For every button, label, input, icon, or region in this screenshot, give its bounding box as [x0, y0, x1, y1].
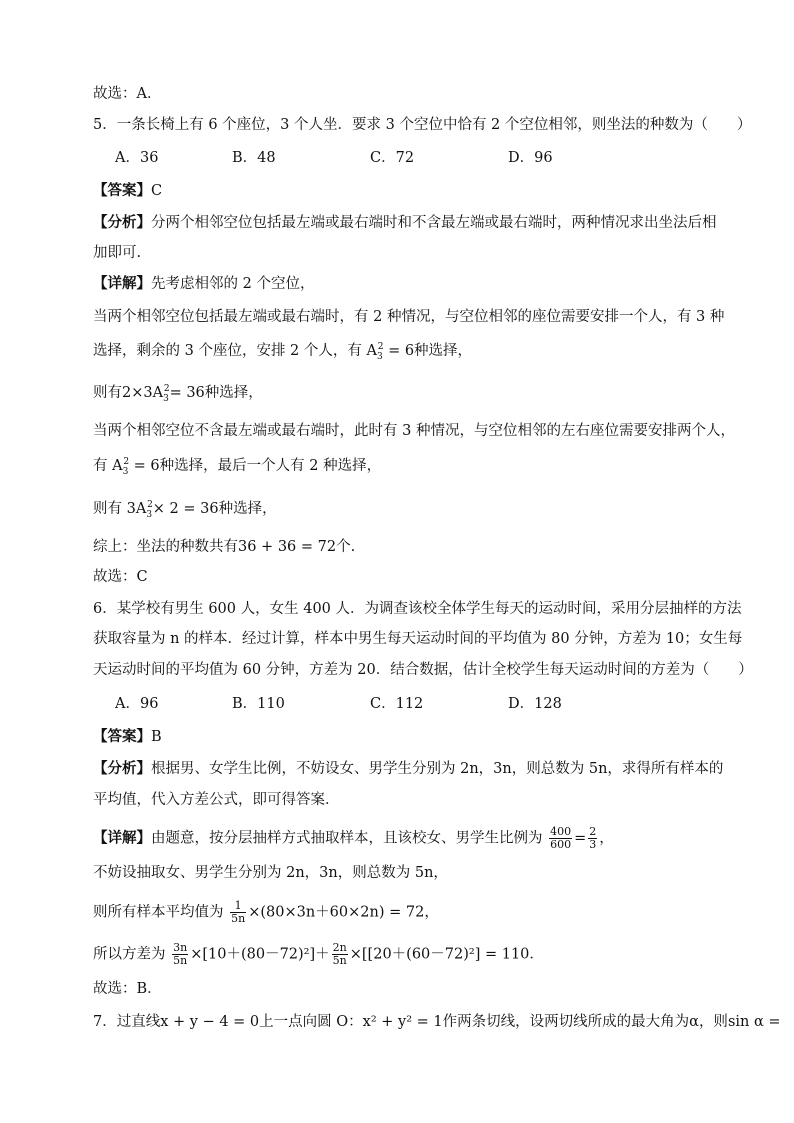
- circle-equation: x² + y² = 1: [362, 1014, 443, 1030]
- q5-option-c: C．72: [370, 150, 415, 166]
- text: 则有: [93, 385, 122, 401]
- mean-formula: ×(80×3n＋60×2n) = 72，: [248, 904, 439, 921]
- answer-tag: 【答案】: [93, 182, 151, 199]
- math-eq2b: = 36: [169, 385, 205, 401]
- q6-option-c: C．112: [370, 696, 424, 712]
- text: 种选择，: [204, 385, 263, 401]
- q6-analysis-line-1: [93, 759, 723, 779]
- text: 则所有样本平均值为: [93, 904, 224, 921]
- q5-option-b: B．48: [232, 150, 276, 166]
- math-eq3: = 6: [133, 458, 160, 474]
- analysis-text: 根据男、女学生比例，不妨设女、男学生分别为 2n，3n，则总数为 5n，求得所有样本的: [151, 761, 724, 777]
- math-eq4: 3: [126, 501, 136, 517]
- q6-stem-line-3: 天运动时间的平均值为 60 分钟，方差为 20．结合数据，估计全校学生每天运动时间的方差为（ ）: [93, 662, 753, 678]
- q5-detail-line-3: [93, 341, 472, 361]
- detail-text: 由题意，按分层抽样方式抽取样本，且该校女、男学生比例为: [151, 830, 543, 847]
- q4-answer-line: 故选：A．: [93, 86, 162, 102]
- q6-option-d: D．128: [508, 696, 562, 712]
- q6-analysis-line-2: 平均值，代入方差公式，即可得答案．: [93, 792, 340, 808]
- q6-option-a: A．96: [115, 696, 159, 712]
- detail-text: 先考虑相邻的 2 个空位，: [151, 276, 315, 292]
- fraction-2-3: $\frac{2}{3}$: [589, 825, 597, 851]
- q6-stem-line-2: 获取容量为 n 的样本．经过计算，样本中男生每天运动时间的平均值为 80 分钟，方差为 10；女生每: [93, 631, 743, 647]
- text: 个.: [336, 539, 356, 555]
- variance-part-2: ×[[20＋(60－72)²] = 110．: [349, 946, 544, 963]
- text: 则有: [93, 501, 122, 517]
- alpha-symbol: α: [689, 1014, 699, 1030]
- q5-analysis-line-1: [93, 213, 717, 233]
- text: 有: [93, 458, 108, 474]
- q5-detail-line-6: [93, 456, 381, 476]
- text: 综上：坐法的种数共有: [93, 539, 238, 555]
- fraction-2n-5n: $\frac{2n}{5n}$: [332, 941, 347, 967]
- q5-detail-line-4: [93, 383, 263, 403]
- sin-alpha: sin α =: [727, 1014, 781, 1030]
- text: 选择，剩余的 3 个座位，安排 2 个人，有: [93, 343, 362, 359]
- q5-detail-line-5: 当两个相邻空位不含最左端或最右端时，此时有 3 种情况，与空位相邻的左右座位需要安排两个人，: [93, 423, 735, 439]
- analysis-text: 分两个相邻空位包括最左端或最右端时和不含最左端或最右端时，两种情况求出坐法后相: [151, 215, 717, 231]
- variance-part-1: ×[10＋(80－72)²]＋: [190, 946, 330, 963]
- permutation-a32: $A_3^2$: [366, 342, 384, 362]
- q6-final: 故选：B．: [93, 981, 162, 997]
- q7-stem: 7．过直线x + y − 4 = 0上一点向圆 O：x² + y² = 1作两条切线，设两切线所成的最大角为α，则sin α =: [93, 1014, 781, 1030]
- q5-detail-line-2: 当两个相邻空位包括最左端或最右端时，有 2 种情况，与空位相邻的座位需要安排一个人，有 3 种: [93, 309, 725, 325]
- q5-option-a: A．36: [115, 150, 159, 166]
- q5-detail-line-8: [93, 537, 355, 557]
- q6-detail-line-2: 不妨设抽取女、男学生分别为 2n，3n，则总数为 5n，: [93, 865, 448, 881]
- math-eq2: 2×3: [122, 385, 153, 401]
- q5-option-d: D．96: [508, 150, 553, 166]
- permutation-a32: $A_3^2$: [135, 500, 153, 520]
- q6-stem-line-1: 6．某学校有男生 600 人，女生 400 人．为调查该校全体学生每天的运动时间，采用分层抽样的方法: [93, 601, 742, 617]
- permutation-a32: $A_3^2$: [112, 457, 130, 477]
- permutation-a32: $A_3^2$: [152, 384, 170, 404]
- line-equation: x + y − 4 = 0: [160, 1014, 260, 1030]
- detail-tag: 【详解】: [93, 829, 151, 847]
- q5-stem: 5．一条长椅上有 6 个座位，3 个人坐．要求 3 个空位中恰有 2 个空位相邻，则坐法的种数为（ ）: [93, 117, 752, 133]
- text: 所以方差为: [93, 946, 166, 963]
- q6-detail-line-4: [93, 942, 544, 967]
- math-eq4b: × 2 = 36: [152, 501, 219, 517]
- q5-answer: [93, 181, 162, 201]
- q6-detail-line-1: 【详解】由题意，按分层抽样方式抽取样本，且该校女、男学生比例为 $\frac{400}{600}$ = $\frac{2}{3}$ ，: [93, 825, 614, 851]
- q5-final: 故选：C: [93, 569, 148, 585]
- detail-tag: 【详解】: [93, 275, 151, 292]
- q5-detail-line-1: [93, 274, 314, 294]
- text: 种选择，: [414, 343, 473, 359]
- fraction-3n-5n: $\frac{3n}{5n}$: [173, 941, 188, 967]
- math-eq5: 36 + 36 = 72: [238, 539, 337, 555]
- q5-detail-line-7: [93, 499, 277, 519]
- q6-answer: [93, 727, 162, 747]
- text: 种选择，最后一个人有 2 种选择，: [159, 458, 382, 474]
- fraction-1-5n: $\frac{1}{5n}$: [231, 899, 246, 925]
- q6-detail-line-3: [93, 900, 439, 925]
- answer-tag: 【答案】: [93, 728, 151, 745]
- answer-value: B: [151, 729, 162, 745]
- analysis-tag: 【分析】: [93, 760, 151, 777]
- text: 种选择，: [218, 501, 277, 517]
- q6-option-b: B．110: [232, 696, 285, 712]
- q5-analysis-line-2: 加即可.: [93, 245, 142, 261]
- analysis-tag: 【分析】: [93, 214, 151, 231]
- math-eq1: = 6: [388, 343, 415, 359]
- fraction-400-600: $\frac{400}{600}$: [550, 825, 572, 851]
- answer-value: C: [151, 183, 163, 199]
